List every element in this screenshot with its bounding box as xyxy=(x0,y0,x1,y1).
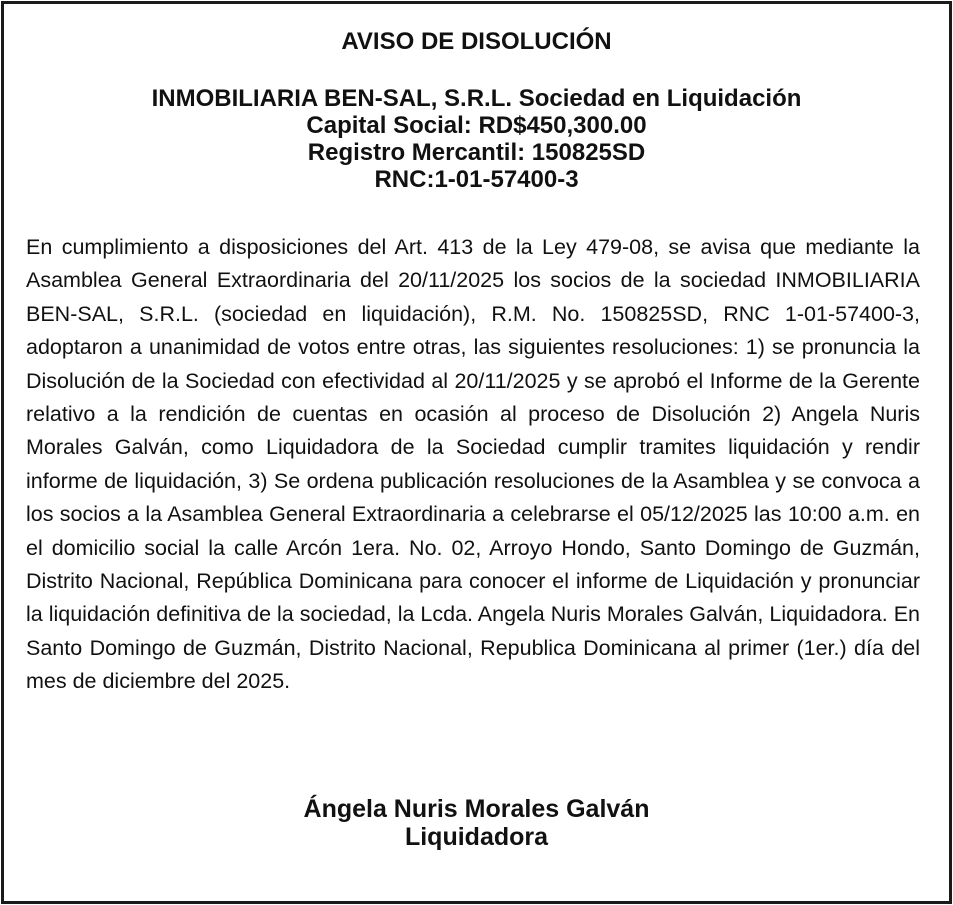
rnc-number: RNC:1-01-57400-3 xyxy=(374,166,579,193)
signatory-name: Ángela Nuris Morales Galván xyxy=(303,795,650,823)
notice-title: AVISO DE DISOLUCIÓN xyxy=(341,28,612,55)
notice-body-text: En cumplimiento a disposiciones del Art. 413 de la Ley 479-08, se avisa que mediante la Asamblea General Extraordinaria del 20/11/2025 los socios de la sociedad INMOBILIARIA BEN-SAL, S.R.L. (sociedad en liquidación), R.M. No. 150825SD, RNC 1-01-57400-3, adoptaron a unanimidad de votos entre otras, las siguientes resoluciones: 1) se pronuncia la Disolución de la Sociedad con efectividad al 20/11/2025 y se aprobó el Informe de la Gerente relativo a la rendición de cuentas en ocasión al proceso de Disolución 2) Angela Nuris Morales Galván, como Liquidadora de la Sociedad cumplir tramites liquidación y rendir informe de liquidación, 3) Se ordena publicación resoluciones de la Asamblea y se convoca a los socios a la Asamblea General Extraordinaria a celebrarse el 05/12/2025 las 10:00 a.m. en el domicilio social la calle Arcón 1era. No. 02, Arroyo Hondo, Santo Domingo de Guzmán, Distrito Nacional, República Dominicana para conocer el informe de Liquidación y pronunciar la liquidación definitiva de la sociedad, la Lcda. Angela Nuris Morales Galván, Liquidadora. En Santo Domingo de Guzmán, Distrito Nacional, Republica Dominicana al primer (1er.) día del mes de diciembre del 2025. xyxy=(26,235,920,694)
signatory-role: Liquidadora xyxy=(404,823,549,851)
capital-social: Capital Social: RD$450,300.00 xyxy=(306,112,647,139)
registro-mercantil: Registro Mercantil: 150825SD xyxy=(307,139,646,166)
company-name: INMOBILIARIA BEN-SAL, S.R.L. Sociedad en Liquidación xyxy=(151,85,802,112)
signature-block xyxy=(0,795,953,851)
company-header xyxy=(0,85,953,193)
